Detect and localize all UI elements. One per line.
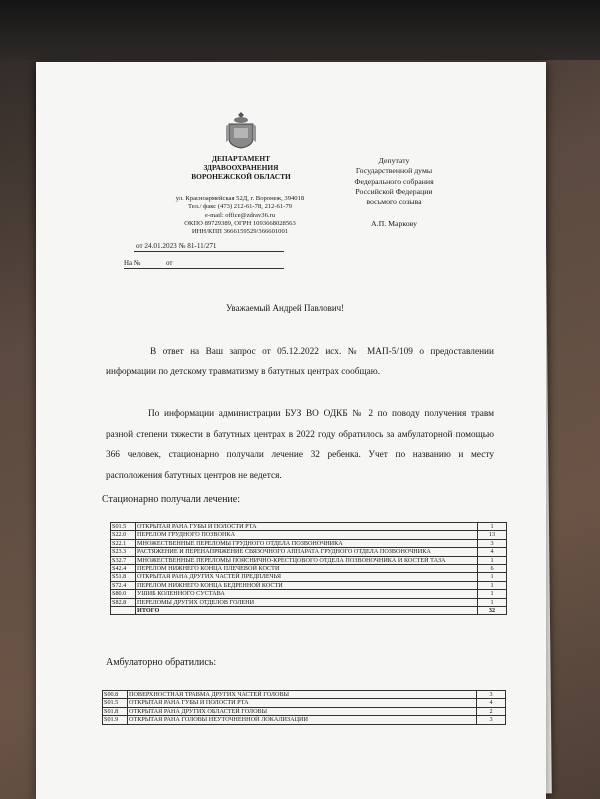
document-page <box>36 62 546 799</box>
outpatient-heading: Амбулаторно обратились: <box>106 657 217 668</box>
addressee-block: Депутату Государственной думы Федерального собрания Российской Федерации восьмого созыва А.П. Маркову <box>340 156 448 230</box>
table-row: S22.1 МНОЖЕСТВЕННЫЕ ПЕРЕЛОМЫ ГРУДНОГО ОТДЕЛА ПОЗВОНОЧНИКА 3 <box>111 539 507 547</box>
divider <box>134 251 284 252</box>
greeting: Уважаемый Андрей Павлович! <box>226 303 345 313</box>
inpatient-heading: Стационарно получали лечение: <box>102 494 240 505</box>
table-row: S22.0 ПЕРЕЛОМ ГРУДНОГО ПОЗВОНКА 13 <box>111 531 507 539</box>
table-row: S01.5 ОТКРЫТАЯ РАНА ГУБЫ И ПОЛОСТИ РТА 1 <box>111 523 507 531</box>
addressee-name: А.П. Маркову <box>370 219 417 229</box>
table-row: S23.3 РАСТЯЖЕНИЕ И ПЕРЕНАПРЯЖЕНИЕ СВЯЗОЧНОГО АППАРАТА ГРУДНОГО ОТДЕЛА ПОЗВОНОЧНИКА 4 <box>111 548 507 556</box>
table-row: S42.4 ПЕРЕЛОМ НИЖНЕГО КОНЦА ПЛЕЧЕВОЙ КОСТИ 6 <box>111 565 507 573</box>
paragraph-information: По информации администрации БУЗ ВО ОДКБ № 2 по поводу получения травм разной степени тяжести в батутных центрах в 2022 году обратилось за амбулаторной помощью 366 человек, стационарно получали лечение 32 ребенка. Учет по названию и месту расположения батутных центров не ведется. <box>106 409 494 481</box>
table-row: S01.9 ОТКРЫТАЯ РАНА ГОЛОВЫ НЕУТОЧНЕННОЙ ЛОКАЛИЗАЦИИ 3 <box>103 716 506 724</box>
table-row: S51.8 ОТКРЫТАЯ РАНА ДРУГИХ ЧАСТЕЙ ПРЕДПЛЕЧЬЯ 1 <box>111 573 507 581</box>
outgoing-number: от 24.01.2023 № 81-11/271 <box>136 242 217 250</box>
table-row: S72.4 ПЕРЕЛОМ НИЖНЕГО КОНЦА БЕДРЕННОЙ КОСТИ 1 <box>111 581 507 589</box>
outpatient-table <box>102 690 506 725</box>
department-address: ул. Красноармейская 52Д, г. Воронеж, 394018 Тел./ факс (473) 212-61-78, 212-61-79 e-mail: office@zdrav36.ru ОКПО 89729389, ОГРН 1093668028563 ИНН/КПП 3666159529/366601001 <box>175 195 305 236</box>
divider <box>124 268 284 269</box>
monitor-edge <box>0 0 600 60</box>
table-row: S00.8 ПОВЕРХНОСТНАЯ ТРАВМА ДРУГИХ ЧАСТЕЙ ГОЛОВЫ 3 <box>103 691 506 699</box>
incoming-reference: На № от <box>124 259 173 267</box>
coat-of-arms-icon <box>224 110 258 150</box>
inpatient-table <box>110 522 507 615</box>
table-row: S32.7 МНОЖЕСТВЕННЫЕ ПЕРЕЛОМЫ ПОЯСНИЧНО-КРЕСТЦОВОГО ОТДЕЛА ПОЗВОНОЧНИКА И КОСТЕЙ ТАЗА 1 <box>111 556 507 564</box>
table-row: S01.8 ОТКРЫТАЯ РАНА ДРУГИХ ОБЛАСТЕЙ ГОЛОВЫ 2 <box>103 707 506 715</box>
paragraph-request: В ответ на Ваш запрос от 05.12.2022 исх. № МАП-5/109 о предоставлении информации по детскому травматизму в батутных центрах сообщаю. <box>106 347 494 377</box>
department-name: ДЕПАРТАМЕНТ ЗДРАВООХРАНЕНИЯ ВОРОНЕЖСКОЙ ОБЛАСТИ <box>191 154 291 181</box>
table-row: S80.0 УШИБ КОЛЕННОГО СУСТАВА 1 <box>111 590 507 598</box>
total-row: ИТОГО 32 <box>111 607 507 615</box>
table-row: S01.5 ОТКРЫТАЯ РАНА ГУБЫ И ПОЛОСТИ РТА 4 <box>103 699 506 707</box>
table-row: S82.8 ПЕРЕЛОМЫ ДРУГИХ ОТДЕЛОВ ГОЛЕНИ 1 <box>111 598 507 606</box>
